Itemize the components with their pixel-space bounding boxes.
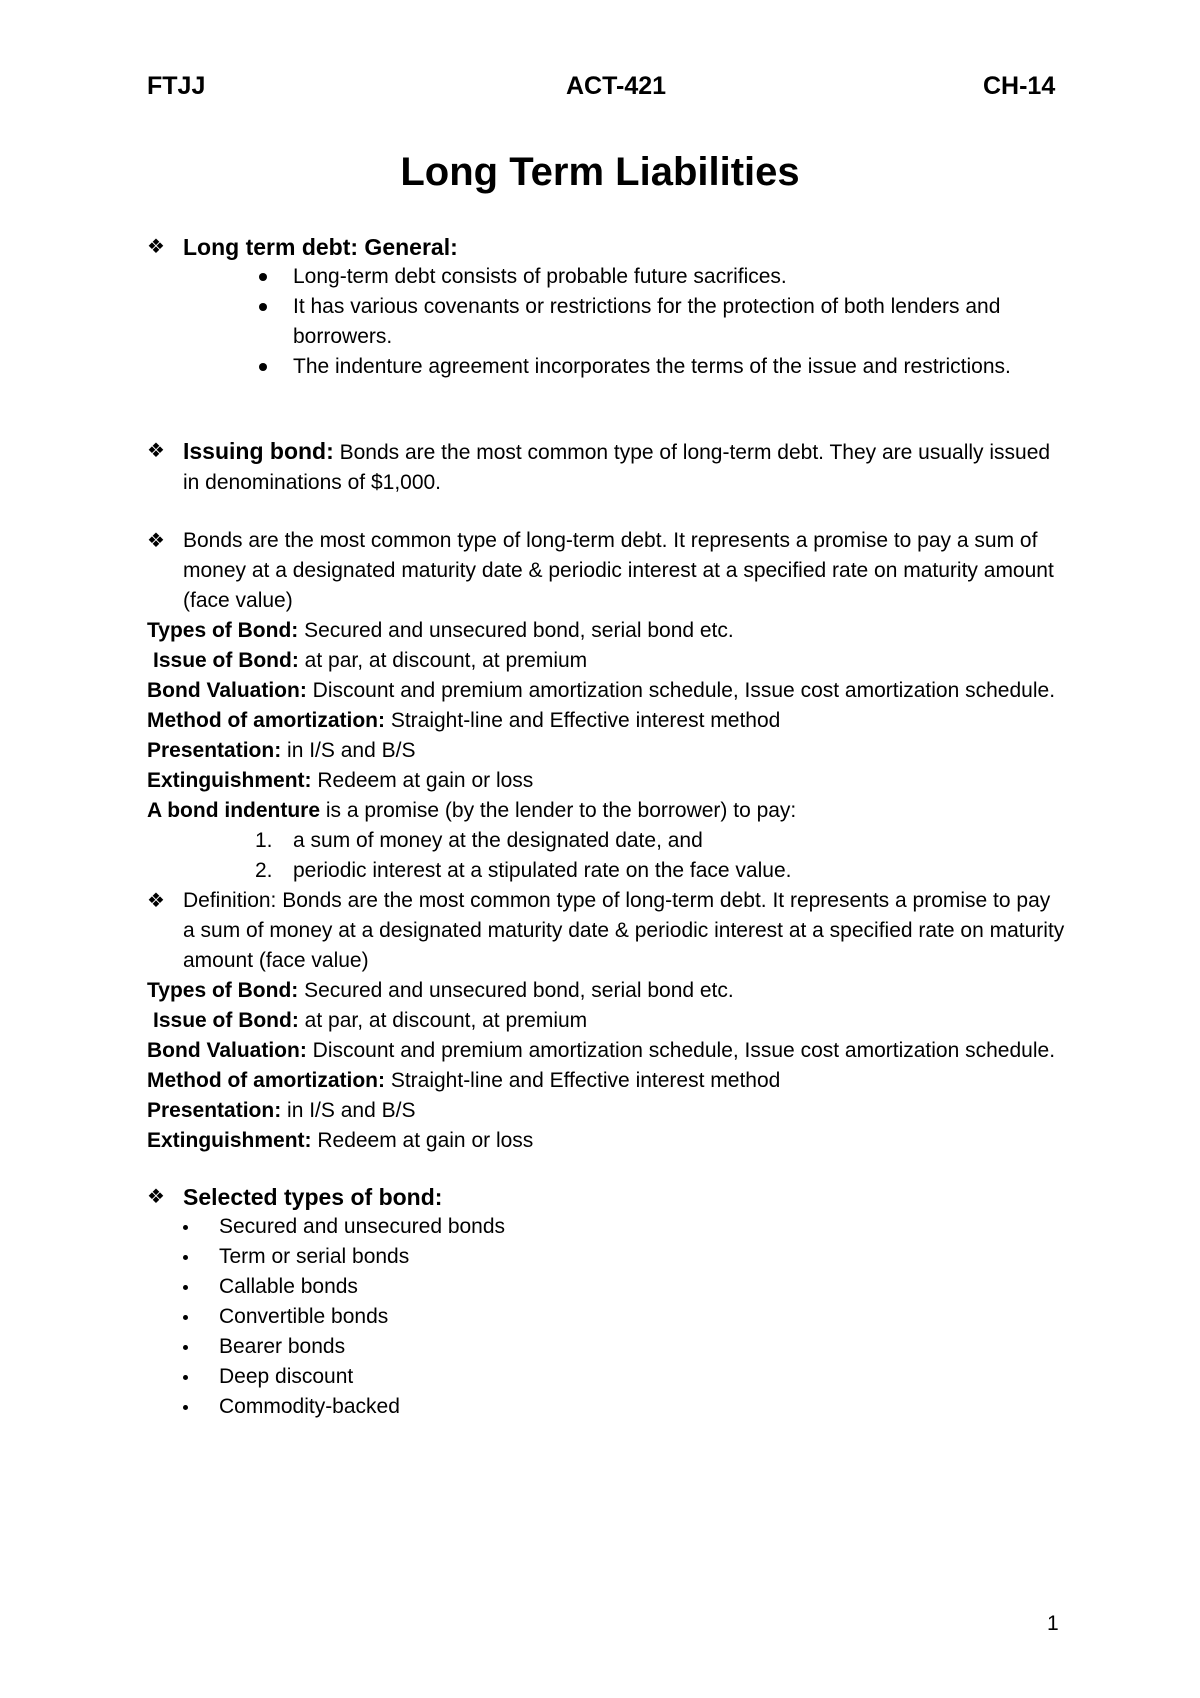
list-item: The indenture agreement incorporates the terms of the issue and restrictions. — [259, 352, 1067, 382]
definition-row-types — [147, 976, 1067, 1006]
definition-row-extinguishment — [147, 1126, 1067, 1156]
list-item: Term or serial bonds — [183, 1242, 1067, 1272]
definition-label: Types of Bond: — [147, 979, 299, 1002]
definition-label: Issue of Bond: — [153, 649, 299, 672]
definition-value: Redeem at gain or loss — [311, 769, 534, 792]
list-number: 1. — [255, 829, 273, 852]
bond-indenture-line — [147, 796, 1067, 826]
issuing-bond-paragraph — [183, 436, 1067, 498]
list-item — [255, 856, 1067, 886]
indenture-numbered-list — [147, 826, 1067, 886]
definition-label: Presentation: — [147, 739, 282, 762]
definition-row-amortization — [147, 706, 1067, 736]
definition-value: Secured and unsecured bond, serial bond etc. — [298, 619, 734, 642]
definition-value: Redeem at gain or loss — [311, 1129, 534, 1152]
definition-value: Straight-line and Effective interest method — [384, 709, 781, 732]
definition-row-types — [147, 616, 1067, 646]
definition-value: Discount and premium amortization schedule, Issue cost amortization schedule. — [306, 679, 1056, 702]
section-heading-text: Selected types of bond: — [183, 1184, 443, 1210]
diamond-bullet-icon: ❖ — [147, 440, 165, 462]
list-item: Bearer bonds — [183, 1332, 1067, 1362]
issuing-bond-heading: Issuing bond: — [183, 438, 334, 464]
definition-row-issue — [147, 646, 1067, 676]
list-number: 2. — [255, 859, 273, 882]
list-item-text: periodic interest at a stipulated rate on the face value. — [293, 859, 792, 882]
section-general-heading — [147, 232, 1067, 262]
section-definition — [147, 886, 1067, 976]
definition-label: Issue of Bond: — [153, 1009, 299, 1032]
list-item: Callable bonds — [183, 1272, 1067, 1302]
definition-label: Types of Bond: — [147, 619, 299, 642]
definition-value: at par, at discount, at premium — [298, 649, 588, 672]
definition-row-issue — [147, 1006, 1067, 1036]
definition-row-extinguishment — [147, 766, 1067, 796]
definition-value: in I/S and B/S — [281, 1099, 416, 1122]
definition-label: Method of amortization: — [147, 1069, 385, 1092]
bond-indenture-text: is a promise (by the lender to the borrower) to pay: — [320, 799, 797, 822]
definition-row-amortization — [147, 1066, 1067, 1096]
definition-block-list — [147, 976, 1067, 1156]
definition-text: Definition: Bonds are the most common type of long-term debt. It represents a promise to pay a sum of money at a designated maturity date & periodic interest at a specified rate on maturity amount (face value) — [183, 889, 1065, 972]
page-number: 1 — [1047, 1612, 1059, 1635]
definition-label: Method of amortization: — [147, 709, 385, 732]
list-item: Secured and unsecured bonds — [183, 1212, 1067, 1242]
diamond-bullet-icon: ❖ — [147, 890, 165, 912]
section-bonds-description — [147, 526, 1067, 616]
list-item — [255, 826, 1067, 856]
header-course-number: ACT-421 — [566, 72, 667, 100]
definition-label: Bond Valuation: — [147, 1039, 307, 1062]
list-item: Long-term debt consists of probable future sacrifices. — [259, 262, 1067, 292]
header-course-code-left: FTJJ — [147, 72, 206, 100]
bonds-description-text: Bonds are the most common type of long-term debt. It represents a promise to pay a sum of money at a designated maturity date & periodic interest at a specified rate on maturity amount (face value) — [183, 529, 1054, 612]
list-item: Commodity-backed — [183, 1392, 1067, 1422]
definition-label: Extinguishment: — [147, 1129, 312, 1152]
definition-value: in I/S and B/S — [281, 739, 416, 762]
bond-indenture-label: A bond indenture — [147, 799, 321, 822]
list-item: Convertible bonds — [183, 1302, 1067, 1332]
bonds-definition-list — [147, 616, 1067, 826]
definition-value: at par, at discount, at premium — [298, 1009, 588, 1032]
header-chapter: CH-14 — [983, 72, 1056, 100]
diamond-bullet-icon: ❖ — [147, 530, 165, 552]
section-heading-text: Long term debt: General: — [183, 234, 458, 260]
diamond-bullet-icon: ❖ — [147, 236, 165, 258]
list-item: It has various covenants or restrictions for the protection of both lenders and borrowers. — [259, 292, 1067, 352]
definition-row-valuation — [147, 1036, 1067, 1066]
definition-row-presentation — [147, 736, 1067, 766]
selected-types-list — [147, 1212, 1067, 1422]
diamond-bullet-icon: ❖ — [147, 1186, 165, 1208]
definition-value: Secured and unsecured bond, serial bond etc. — [298, 979, 734, 1002]
definition-value: Straight-line and Effective interest method — [384, 1069, 781, 1092]
definition-row-valuation — [147, 676, 1067, 706]
issuing-bond-text: Bonds are the most common type of long-term debt. They are usually issued in denominations of $1,000. — [183, 441, 1051, 494]
list-item-text: a sum of money at the designated date, and — [293, 829, 703, 852]
definition-value: Discount and premium amortization schedule, Issue cost amortization schedule. — [306, 1039, 1056, 1062]
definition-row-presentation — [147, 1096, 1067, 1126]
document-body — [147, 232, 1067, 1422]
definition-label: Bond Valuation: — [147, 679, 307, 702]
general-bullet-list — [147, 262, 1067, 382]
list-item: Deep discount — [183, 1362, 1067, 1392]
section-issuing-bond — [147, 436, 1067, 498]
page-title: Long Term Liabilities — [400, 150, 800, 194]
definition-label: Extinguishment: — [147, 769, 312, 792]
section-selected-types-heading — [147, 1182, 1067, 1212]
definition-label: Presentation: — [147, 1099, 282, 1122]
